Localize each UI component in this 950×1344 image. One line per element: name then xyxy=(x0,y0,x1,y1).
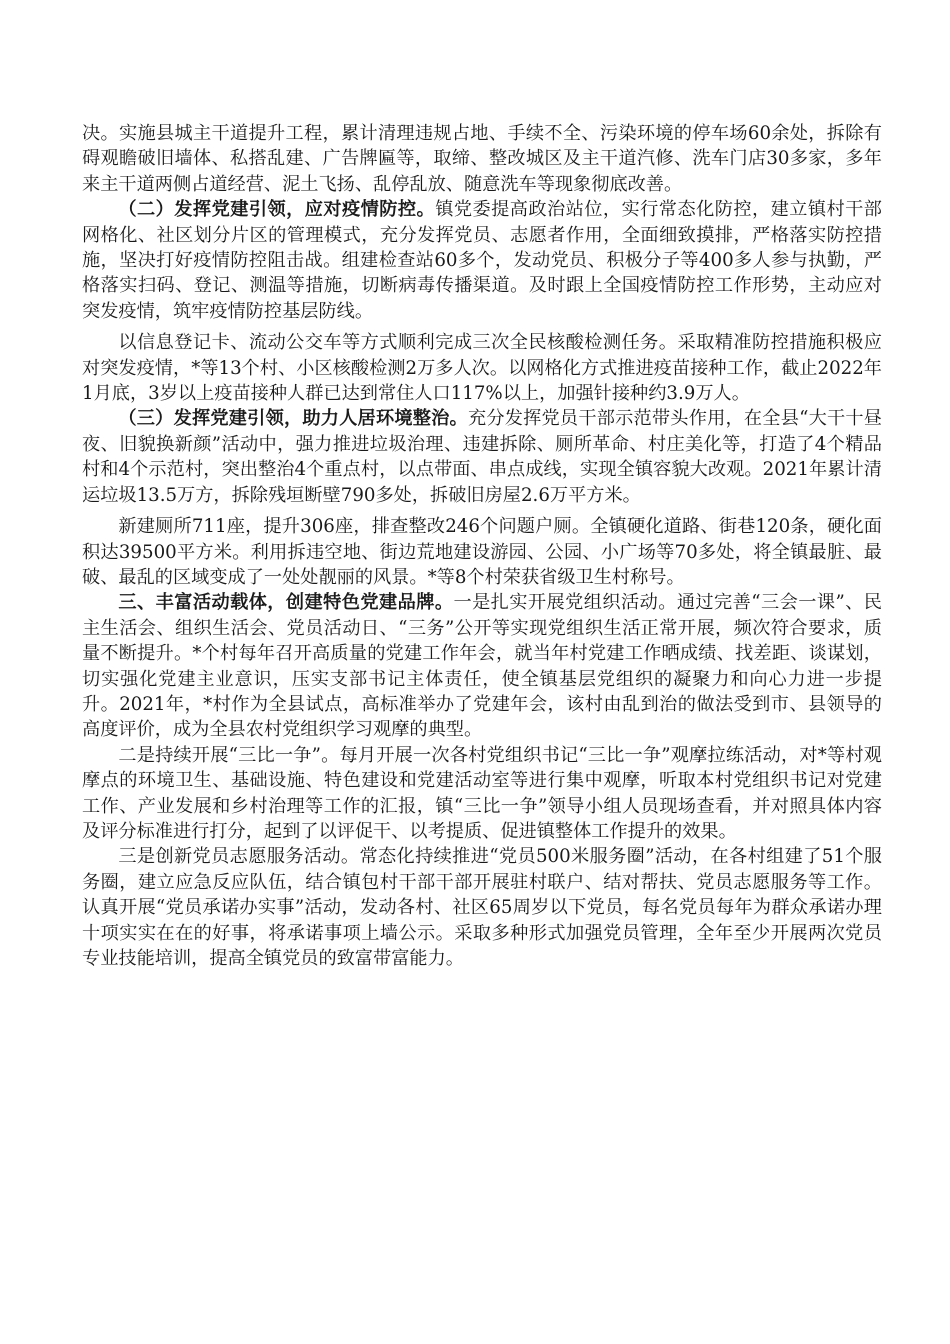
paragraph-body: 充分发挥党员干部示范带头作用，在全县“大干十昼夜、旧貌换新颜”活动中，强力推进垃圾治理、违建拆除、厕所革命、村庄美化等，打造了4个精品村和4个示范村，突出整治4个重点村，以点带面、串点成线，实现全镇容貌大改观。2021年累计清运垃圾13.5万方，拆除残垣断壁790多处，拆破旧房屋2.6万平方米。 xyxy=(82,408,882,506)
section-heading: 三、丰富活动载体，创建特色党建品牌。 xyxy=(118,592,454,614)
paragraph-body: 一是扎实开展党组织活动。通过完善“三会一课”、民主生活会、组织生活会、党员活动日、“三务”公开等实现党组织生活正常开展，频次符合要求，质量不断提升。*个村每年召开高质量的党建工作年会，就当年村党建工作晒成绩、找差距、谈谋划，切实强化党建主业意识，压实支部书记主体责任，使全镇基层党组织的凝聚力和向心力进一步提升。2021年，*村作为全县试点，高标准举办了党建年会，该村由乱到治的做法受到市、县领导的高度评价，成为全县农村党组织学习观摩的典型。 xyxy=(82,592,882,741)
paragraph-body: 三是创新党员志愿服务活动。常态化持续推进“党员500米服务圈”活动，在各村组建了51个服务圈，建立应急反应队伍，结合镇包村干部干部开展驻村联户、结对帮扶、党员志愿服务等工作。认真开展“党员承诺办实事”活动，发动各村、社区65周岁以下党员，每名党员每年为群众承诺办理十项实实在在的好事，将承诺事项上墙公示。采取多种形式加强党员管理，全年至少开展两次党员专业技能培训，提高全镇党员的致富带富能力。 xyxy=(82,846,882,969)
section-heading: （二）发挥党建引领，应对疫情防控。 xyxy=(118,199,436,221)
paragraph-epidemic-control xyxy=(82,197,882,324)
paragraph-continuation xyxy=(82,121,882,197)
paragraph-toilets-roads xyxy=(82,514,882,590)
document-page xyxy=(82,121,882,971)
paragraph-party-brand xyxy=(82,590,882,742)
section-heading: （三）发挥党建引领，助力人居环境整治。 xyxy=(118,408,468,430)
paragraph-living-environment xyxy=(82,406,882,508)
paragraph-body: 新建厕所711座，提升306座，排查整改246个问题户厕。全镇硬化道路、街巷120条，硬化面积达39500平方米。利用拆违空地、街边荒地建设游园、公园、小广场等70多处，将全镇最脏、最破、最乱的区域变成了一处处靓丽的风景。*等8个村荣获省级卫生村称号。 xyxy=(82,516,882,588)
paragraph-body: 二是持续开展“三比一争”。每月开展一次各村党组织书记“三比一争”观摩拉练活动，对*等村观摩点的环境卫生、基础设施、特色建设和党建活动室等进行集中观摩，听取本村党组织书记对党建工作、产业发展和乡村治理等工作的汇报，镇“三比一争”领导小组人员现场查看，并对照具体内容及评分标准进行打分，起到了以评促干、以考提质、促进镇整体工作提升的效果。 xyxy=(82,744,882,842)
paragraph-volunteer-service xyxy=(82,844,882,971)
paragraph-body: 镇党委提高政治站位，实行常态化防控，建立镇村干部网格化、社区划分片区的管理模式，充分发挥党员、志愿者作用，全面细致摸排，严格落实防控措施，坚决打好疫情防控阻击战。组建检查站60多个，发动党员、积极分子等400多人参与执勤，严格落实扫码、登记、测温等措施，切断病毒传播渠道。及时跟上全国疫情防控工作形势，主动应对突发疫情，筑牢疫情防控基层防线。 xyxy=(82,199,882,322)
paragraph-nucleic-testing xyxy=(82,330,882,406)
paragraph-three-compare xyxy=(82,743,882,845)
paragraph-body: 以信息登记卡、流动公交车等方式顺利完成三次全民核酸检测任务。采取精准防控措施积极应对突发疫情，*等13个村、小区核酸检测2万多人次。以网格化方式推进疫苗接种工作，截止2022年1月底，3岁以上疫苗接种人群已达到常住人口117%以上，加强针接种约3.9万人。 xyxy=(82,332,882,405)
paragraph-body: 决。实施县城主干道提升工程，累计清理违规占地、手续不全、污染环境的停车场60余处，拆除有碍观瞻破旧墙体、私搭乱建、广告牌匾等，取缔、整改城区及主干道汽修、洗车门店30多家，多年来主干道两侧占道经营、泥土飞扬、乱停乱放、随意洗车等现象彻底改善。 xyxy=(82,123,882,195)
